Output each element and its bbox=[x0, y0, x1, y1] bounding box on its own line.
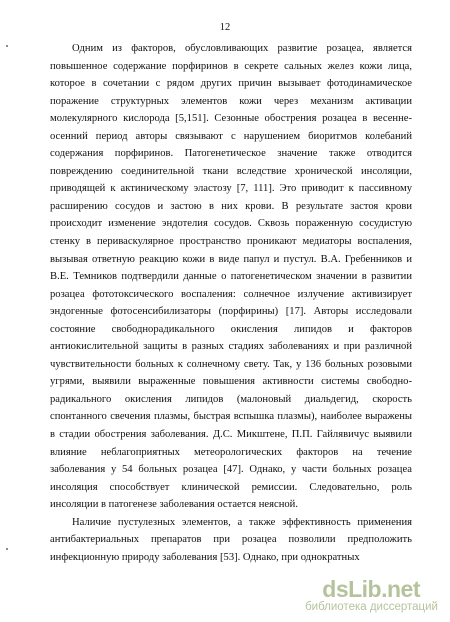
page-number: 12 bbox=[219, 22, 231, 33]
scan-artifact bbox=[6, 548, 8, 550]
paragraph-1: Одним из факторов, обусловливающих развитие розацеа, является повышенное содержание порфиринов в секрете сальных желез кожи лица, которое в сочетании с рядом других причин вызывает фотодинамическое поражение структурных элементов кожи через механизм активации молекулярного кислорода [5,151]. Сезонные обострения розацеа в весенне-осенний период авторы связывают с нарушением биоритмов колебаний содержания порфиринов. Патогенетическое значение также отводится повреждению соединительной ткани вследствие хронической инсоляции, приводящей к актиническому эластозу [7, 111]. Это приводит к пассивному расширению сосудов и застою в них крови. В результате застоя крови происходит изменение эндотелия сосудов. Сквозь пораженную сосудистую стенку в периваскулярное пространство проникают медиаторы воспаления, вызывая ответную реакцию кожи в виде папул и пустул. В.А. Гребенников и В.Е. Темников подтвердили данные о патогенетическом значении в развитии розацеа фототоксического воспаления: солнечное излучение активизирует эндогенные фотосенсибилизаторы (порфирины) [17]. Авторы исследовали состояние свободнорадикального окисления липидов и факторов антиокислительной защиты в разных стадиях заболеваниях и при различной чувствительности больных к солнечному свету. Так, у 136 больных розовыми угрями, выявили выраженные повышения активности системы свободно-радикального окисления липидов (малоновый диальдегид, скорость спонтанного свечения плазмы, быстрая вспышка плазмы), наиболее выражены в стадии обострения заболевания. Д.С. Микштене, П.П. Гайлявичус выявили влияние неблагоприятных метеорологических факторов на течение заболевания у 54 больных розацеа [47]. Однако, у части больных розацеа инсоляция способствует клинической ремиссии. Следовательно, роль инсоляции в патогенезе заболевания остается неясной. bbox=[50, 43, 412, 511]
watermark-logo: dsLib.net bbox=[322, 576, 420, 602]
paragraph-2: Наличие пустулезных элементов, а также эффективность применения антибактериальных препаратов при розацеа позволили предположить инфекционную природу заболевания [53]. Однако, при однократных bbox=[50, 516, 412, 563]
scan-artifact bbox=[6, 45, 8, 47]
watermark bbox=[263, 576, 438, 614]
watermark-subtitle: библиотека диссертаций bbox=[305, 601, 438, 613]
body-text bbox=[50, 40, 412, 566]
